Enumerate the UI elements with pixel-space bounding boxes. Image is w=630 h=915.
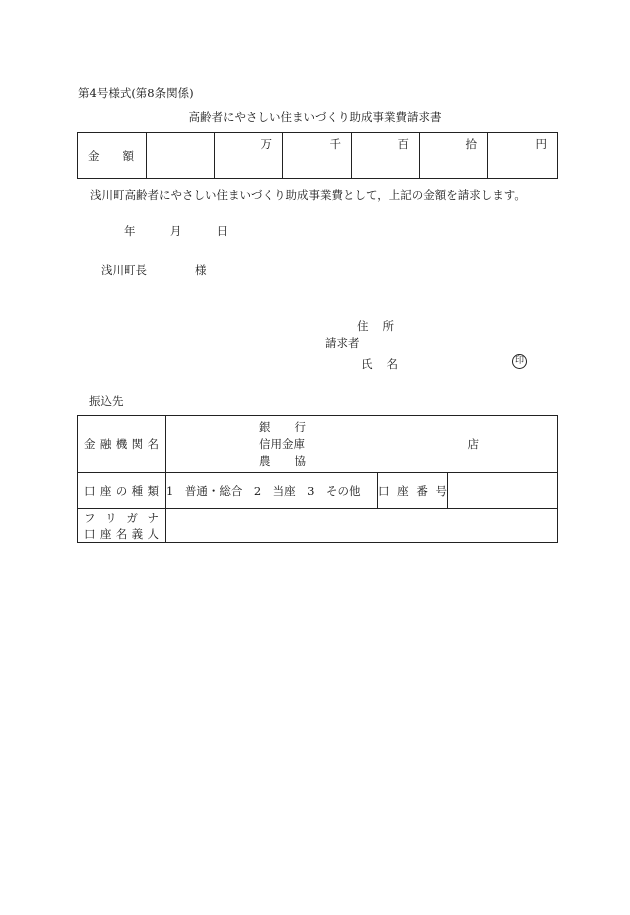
date-year: 年 xyxy=(124,224,136,238)
unit-label: 万 xyxy=(260,137,272,151)
bank-type-shinkin: 信用金庫 xyxy=(259,436,305,451)
date-line xyxy=(124,223,228,239)
amount-cell-man[interactable] xyxy=(215,133,283,179)
account-number-field[interactable] xyxy=(448,473,558,509)
unit-label: 円 xyxy=(535,137,547,151)
amount-cell-yen[interactable] xyxy=(488,133,558,179)
amount-label-char: 金 xyxy=(88,148,100,163)
unit-label: 千 xyxy=(329,137,341,151)
amount-cell-juu[interactable] xyxy=(420,133,488,179)
transfer-heading: 振込先 xyxy=(89,394,124,408)
document-title: 高齢者にやさしい住まいづくり助成事業費請求書 xyxy=(188,110,442,124)
statement-text: 浅川町高齢者にやさしい住まいづくり助成事業費として，上記の金額を請求します。 xyxy=(90,188,526,202)
institution-name-field[interactable] xyxy=(166,416,558,473)
account-type-options[interactable]: 1 普通・総合 2 当座 3 その他 xyxy=(166,473,378,509)
holder-label-cell: フ リ ガ ナ 口 座 名 義 人 xyxy=(78,509,166,543)
bank-type-ginko: 銀 行 xyxy=(259,419,306,434)
date-day: 日 xyxy=(216,224,229,238)
address-label: 住 所 xyxy=(357,319,394,333)
branch-label: 店 xyxy=(467,437,480,451)
institution-label-cell: 金 融 機 関 名 xyxy=(78,416,166,473)
amount-cell[interactable] xyxy=(147,133,215,179)
name-label: 氏 名 xyxy=(361,357,398,371)
amount-cell-hyaku[interactable] xyxy=(352,133,420,179)
account-number-label-cell: 口 座 番 号 xyxy=(378,473,448,509)
date-month: 月 xyxy=(169,224,182,238)
unit-label: 百 xyxy=(397,137,409,151)
account-type-label-cell: 口 座 の 種 類 xyxy=(78,473,166,509)
unit-label: 拾 xyxy=(465,137,477,151)
addressee-honorific: 様 xyxy=(195,263,207,277)
bank-type-list xyxy=(166,419,306,470)
claimant-label: 請求者 xyxy=(325,336,360,350)
seal-mark: 印 xyxy=(512,354,527,369)
bank-table xyxy=(77,415,558,543)
form-number: 第4号様式(第8条関係) xyxy=(78,86,194,100)
bank-type-nokyo: 農 協 xyxy=(259,453,306,468)
amount-table xyxy=(77,132,558,179)
amount-label-cell xyxy=(78,133,147,179)
account-holder-field[interactable] xyxy=(166,509,558,543)
amount-cell-sen[interactable] xyxy=(283,133,352,179)
addressee-mayor: 浅川町長 xyxy=(101,263,147,277)
amount-label-char: 額 xyxy=(122,148,134,163)
